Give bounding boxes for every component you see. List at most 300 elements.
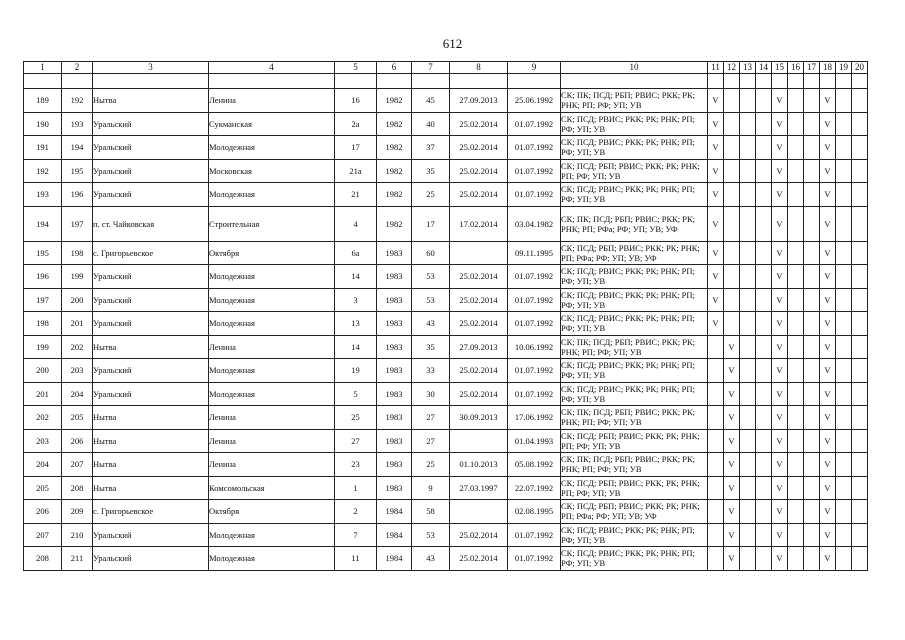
mark-cell-20 [852, 312, 868, 336]
date-2-cell: 01.07.1992 [508, 359, 561, 383]
codes-cell: СК; ПСД; РВИС; РКК; РК; РНК; РП; РФ; УП; УВ [561, 136, 708, 160]
table-row [24, 523, 868, 547]
street-cell: Молодежная [209, 547, 335, 571]
mark-cell-14 [756, 382, 772, 406]
mark-cell-20 [852, 241, 868, 265]
build-year-cell: 1983 [377, 453, 412, 477]
settlement-cell: с. Григорьевское [93, 241, 209, 265]
mark-cell-11: V [708, 112, 724, 136]
date-1-cell: 27.09.2013 [450, 335, 508, 359]
mark-cell-19 [836, 112, 852, 136]
apartments-cell: 43 [412, 547, 450, 571]
build-year-cell: 1984 [377, 547, 412, 571]
mark-cell-15: V [772, 265, 788, 289]
row-number-cell: 190 [24, 112, 62, 136]
mark-cell-20 [852, 523, 868, 547]
mark-cell-18: V [820, 476, 836, 500]
mark-cell-18: V [820, 406, 836, 430]
date-1-cell: 25.02.2014 [450, 136, 508, 160]
house-number-cell: 3 [335, 288, 377, 312]
date-1-cell: 01.10.2013 [450, 453, 508, 477]
mark-cell-19 [836, 523, 852, 547]
record-number-cell: 193 [62, 112, 93, 136]
mark-cell-11: V [708, 312, 724, 336]
column-header-16: 16 [788, 62, 804, 74]
mark-cell-14 [756, 335, 772, 359]
mark-cell-15: V [772, 406, 788, 430]
mark-cell-18: V [820, 359, 836, 383]
mark-cell-18: V [820, 136, 836, 160]
mark-cell-13 [740, 500, 756, 524]
house-number-cell: 16 [335, 89, 377, 113]
date-2-cell: 02.08.1995 [508, 500, 561, 524]
mark-cell-14 [756, 183, 772, 207]
row-number-cell: 198 [24, 312, 62, 336]
mark-cell-13 [740, 335, 756, 359]
apartments-cell: 17 [412, 206, 450, 241]
date-2-cell: 01.07.1992 [508, 547, 561, 571]
mark-cell-17 [804, 382, 820, 406]
mark-cell-20 [852, 288, 868, 312]
mark-cell-17 [804, 183, 820, 207]
mark-cell-11 [708, 453, 724, 477]
build-year-cell: 1983 [377, 265, 412, 289]
mark-cell-15: V [772, 312, 788, 336]
mark-cell-15: V [772, 206, 788, 241]
date-2-cell: 01.07.1992 [508, 382, 561, 406]
date-1-cell: 25.02.2014 [450, 312, 508, 336]
mark-cell-14 [756, 159, 772, 183]
mark-cell-16 [788, 241, 804, 265]
mark-cell-20 [852, 429, 868, 453]
date-2-cell: 01.07.1992 [508, 136, 561, 160]
column-header-18: 18 [820, 62, 836, 74]
mark-cell-16 [788, 312, 804, 336]
spacer-cell [836, 74, 852, 89]
mark-cell-11: V [708, 265, 724, 289]
build-year-cell: 1983 [377, 241, 412, 265]
codes-cell: СК; ПСД; РВИС; РКК; РК; РНК; РП; РФ; УП; УВ [561, 112, 708, 136]
row-number-cell: 207 [24, 523, 62, 547]
mark-cell-14 [756, 476, 772, 500]
mark-cell-18: V [820, 241, 836, 265]
mark-cell-15: V [772, 335, 788, 359]
row-number-cell: 206 [24, 500, 62, 524]
record-number-cell: 205 [62, 406, 93, 430]
mark-cell-12 [724, 288, 740, 312]
date-2-cell: 09.11.1995 [508, 241, 561, 265]
settlement-cell: Уральский [93, 523, 209, 547]
column-header-15: 15 [772, 62, 788, 74]
spacer-cell [450, 74, 508, 89]
mark-cell-20 [852, 265, 868, 289]
mark-cell-17 [804, 89, 820, 113]
settlement-cell: Уральский [93, 288, 209, 312]
street-cell: Московская [209, 159, 335, 183]
house-number-cell: 21а [335, 159, 377, 183]
build-year-cell: 1984 [377, 500, 412, 524]
build-year-cell: 1983 [377, 288, 412, 312]
table-row [24, 382, 868, 406]
header-row [24, 62, 868, 74]
street-cell: Молодежная [209, 136, 335, 160]
mark-cell-20 [852, 547, 868, 571]
street-cell: Молодежная [209, 265, 335, 289]
house-number-cell: 25 [335, 406, 377, 430]
mark-cell-19 [836, 359, 852, 383]
mark-cell-17 [804, 406, 820, 430]
table-row [24, 183, 868, 207]
house-number-cell: 14 [335, 335, 377, 359]
table-row [24, 288, 868, 312]
mark-cell-14 [756, 206, 772, 241]
street-cell: Молодежная [209, 288, 335, 312]
mark-cell-16 [788, 206, 804, 241]
column-header-14: 14 [756, 62, 772, 74]
apartments-cell: 35 [412, 159, 450, 183]
settlement-cell: Уральский [93, 312, 209, 336]
mark-cell-19 [836, 382, 852, 406]
table-row [24, 476, 868, 500]
mark-cell-18: V [820, 159, 836, 183]
mark-cell-15: V [772, 382, 788, 406]
mark-cell-18: V [820, 523, 836, 547]
row-number-cell: 208 [24, 547, 62, 571]
mark-cell-13 [740, 206, 756, 241]
mark-cell-19 [836, 183, 852, 207]
mark-cell-12 [724, 312, 740, 336]
mark-cell-14 [756, 523, 772, 547]
register-table [23, 61, 868, 571]
mark-cell-19 [836, 206, 852, 241]
mark-cell-16 [788, 523, 804, 547]
street-cell: Молодежная [209, 523, 335, 547]
spacer-cell [508, 74, 561, 89]
settlement-cell: Уральский [93, 112, 209, 136]
mark-cell-16 [788, 89, 804, 113]
date-2-cell: 01.07.1992 [508, 523, 561, 547]
codes-cell: СК; ПК; ПСД; РБП; РВИС; РКК; РК; РНК; РП; РФ; УП; УВ [561, 89, 708, 113]
house-number-cell: 19 [335, 359, 377, 383]
mark-cell-19 [836, 241, 852, 265]
mark-cell-11 [708, 523, 724, 547]
settlement-cell: Нытва [93, 335, 209, 359]
column-header-19: 19 [836, 62, 852, 74]
record-number-cell: 196 [62, 183, 93, 207]
street-cell: Октября [209, 241, 335, 265]
mark-cell-19 [836, 335, 852, 359]
record-number-cell: 211 [62, 547, 93, 571]
spacer-cell [740, 74, 756, 89]
codes-cell: СК; ПСД; РБП; РВИС; РКК; РК; РНК; РП; РФ; УП; УВ [561, 159, 708, 183]
date-1-cell: 25.02.2014 [450, 547, 508, 571]
mark-cell-15: V [772, 241, 788, 265]
date-1-cell [450, 241, 508, 265]
mark-cell-18: V [820, 112, 836, 136]
mark-cell-14 [756, 406, 772, 430]
mark-cell-19 [836, 136, 852, 160]
build-year-cell: 1984 [377, 523, 412, 547]
mark-cell-16 [788, 382, 804, 406]
mark-cell-12 [724, 159, 740, 183]
mark-cell-13 [740, 453, 756, 477]
house-number-cell: 2а [335, 112, 377, 136]
date-2-cell: 17.06.1992 [508, 406, 561, 430]
settlement-cell: Нытва [93, 429, 209, 453]
date-2-cell: 22.07.1992 [508, 476, 561, 500]
house-number-cell: 27 [335, 429, 377, 453]
mark-cell-17 [804, 112, 820, 136]
codes-cell: СК; ПК; ПСД; РБП; РВИС; РКК; РК; РНК; РП; РФ; УП; УВ [561, 453, 708, 477]
mark-cell-11 [708, 476, 724, 500]
date-2-cell: 01.07.1992 [508, 159, 561, 183]
mark-cell-13 [740, 523, 756, 547]
build-year-cell: 1983 [377, 382, 412, 406]
mark-cell-11 [708, 500, 724, 524]
mark-cell-11 [708, 335, 724, 359]
mark-cell-13 [740, 288, 756, 312]
mark-cell-16 [788, 429, 804, 453]
build-year-cell: 1983 [377, 476, 412, 500]
house-number-cell: 23 [335, 453, 377, 477]
settlement-cell: Нытва [93, 89, 209, 113]
date-2-cell: 05.08.1992 [508, 453, 561, 477]
date-1-cell [450, 500, 508, 524]
mark-cell-13 [740, 312, 756, 336]
mark-cell-17 [804, 136, 820, 160]
settlement-cell: Уральский [93, 359, 209, 383]
settlement-cell: Уральский [93, 382, 209, 406]
apartments-cell: 53 [412, 265, 450, 289]
mark-cell-16 [788, 136, 804, 160]
house-number-cell: 14 [335, 265, 377, 289]
date-1-cell: 25.02.2014 [450, 265, 508, 289]
record-number-cell: 208 [62, 476, 93, 500]
codes-cell: СК; ПСД; РВИС; РКК; РК; РНК; РП; РФ; УП; УВ [561, 183, 708, 207]
column-header-8: 8 [450, 62, 508, 74]
mark-cell-12: V [724, 453, 740, 477]
settlement-cell: с. Григорьевское [93, 500, 209, 524]
house-number-cell: 5 [335, 382, 377, 406]
row-number-cell: 197 [24, 288, 62, 312]
spacer-row [24, 74, 868, 89]
mark-cell-14 [756, 265, 772, 289]
mark-cell-14 [756, 429, 772, 453]
mark-cell-11: V [708, 206, 724, 241]
house-number-cell: 17 [335, 136, 377, 160]
mark-cell-15: V [772, 136, 788, 160]
mark-cell-12 [724, 241, 740, 265]
apartments-cell: 25 [412, 453, 450, 477]
mark-cell-20 [852, 382, 868, 406]
spacer-cell [335, 74, 377, 89]
mark-cell-18: V [820, 89, 836, 113]
mark-cell-17 [804, 159, 820, 183]
street-cell: Молодежная [209, 382, 335, 406]
codes-cell: СК; ПСД; РВИС; РКК; РК; РНК; РП; РФ; УП; УВ [561, 547, 708, 571]
date-2-cell: 25.06.1992 [508, 89, 561, 113]
mark-cell-12 [724, 112, 740, 136]
mark-cell-12: V [724, 547, 740, 571]
mark-cell-13 [740, 429, 756, 453]
mark-cell-12 [724, 265, 740, 289]
spacer-cell [24, 74, 62, 89]
mark-cell-19 [836, 476, 852, 500]
mark-cell-19 [836, 547, 852, 571]
mark-cell-14 [756, 312, 772, 336]
build-year-cell: 1982 [377, 112, 412, 136]
mark-cell-16 [788, 359, 804, 383]
apartments-cell: 37 [412, 136, 450, 160]
date-1-cell: 25.02.2014 [450, 159, 508, 183]
column-header-12: 12 [724, 62, 740, 74]
street-cell: Сукманская [209, 112, 335, 136]
build-year-cell: 1983 [377, 335, 412, 359]
mark-cell-19 [836, 159, 852, 183]
mark-cell-11: V [708, 241, 724, 265]
apartments-cell: 45 [412, 89, 450, 113]
mark-cell-13 [740, 359, 756, 383]
date-1-cell: 25.02.2014 [450, 359, 508, 383]
record-number-cell: 200 [62, 288, 93, 312]
mark-cell-15: V [772, 159, 788, 183]
mark-cell-13 [740, 406, 756, 430]
mark-cell-14 [756, 500, 772, 524]
mark-cell-11 [708, 406, 724, 430]
mark-cell-12: V [724, 500, 740, 524]
mark-cell-14 [756, 547, 772, 571]
mark-cell-12: V [724, 476, 740, 500]
mark-cell-17 [804, 453, 820, 477]
mark-cell-16 [788, 183, 804, 207]
row-number-cell: 199 [24, 335, 62, 359]
house-number-cell: 13 [335, 312, 377, 336]
column-header-3: 3 [93, 62, 209, 74]
record-number-cell: 197 [62, 206, 93, 241]
build-year-cell: 1983 [377, 312, 412, 336]
mark-cell-13 [740, 476, 756, 500]
mark-cell-18: V [820, 312, 836, 336]
mark-cell-13 [740, 547, 756, 571]
mark-cell-13 [740, 382, 756, 406]
column-header-20: 20 [852, 62, 868, 74]
house-number-cell: 1 [335, 476, 377, 500]
codes-cell: СК; ПСД; РВИС; РКК; РК; РНК; РП; РФ; УП; УВ [561, 265, 708, 289]
mark-cell-16 [788, 500, 804, 524]
settlement-cell: Нытва [93, 406, 209, 430]
column-header-2: 2 [62, 62, 93, 74]
mark-cell-13 [740, 112, 756, 136]
mark-cell-12 [724, 136, 740, 160]
codes-cell: СК; ПСД; РБП; РВИС; РКК; РК; РНК; РП; РФ; УП; УВ [561, 429, 708, 453]
date-2-cell: 01.07.1992 [508, 112, 561, 136]
apartments-cell: 27 [412, 429, 450, 453]
mark-cell-14 [756, 89, 772, 113]
mark-cell-13 [740, 136, 756, 160]
mark-cell-17 [804, 335, 820, 359]
spacer-cell [377, 74, 412, 89]
mark-cell-11 [708, 429, 724, 453]
codes-cell: СК; ПСД; РБП; РВИС; РКК; РК; РНК; РП; РФ; УП; УВ [561, 476, 708, 500]
mark-cell-14 [756, 241, 772, 265]
spacer-cell [412, 74, 450, 89]
mark-cell-12: V [724, 382, 740, 406]
record-number-cell: 204 [62, 382, 93, 406]
table-row [24, 335, 868, 359]
table-row [24, 159, 868, 183]
build-year-cell: 1983 [377, 429, 412, 453]
column-header-17: 17 [804, 62, 820, 74]
page-number: 612 [442, 36, 463, 51]
mark-cell-11 [708, 547, 724, 571]
apartments-cell: 35 [412, 335, 450, 359]
apartments-cell: 25 [412, 183, 450, 207]
codes-cell: СК; ПСД; РВИС; РКК; РК; РНК; РП; РФ; УП; УВ [561, 523, 708, 547]
mark-cell-12 [724, 206, 740, 241]
apartments-cell: 43 [412, 312, 450, 336]
record-number-cell: 199 [62, 265, 93, 289]
mark-cell-19 [836, 429, 852, 453]
street-cell: Комсомольская [209, 476, 335, 500]
street-cell: Молодежная [209, 183, 335, 207]
date-1-cell: 25.02.2014 [450, 523, 508, 547]
mark-cell-19 [836, 500, 852, 524]
street-cell: Строительная [209, 206, 335, 241]
row-number-cell: 192 [24, 159, 62, 183]
record-number-cell: 198 [62, 241, 93, 265]
record-number-cell: 209 [62, 500, 93, 524]
row-number-cell: 202 [24, 406, 62, 430]
mark-cell-16 [788, 335, 804, 359]
mark-cell-13 [740, 159, 756, 183]
column-header-7: 7 [412, 62, 450, 74]
record-number-cell: 195 [62, 159, 93, 183]
apartments-cell: 30 [412, 382, 450, 406]
codes-cell: СК; ПК; ПСД; РБП; РВИС; РКК; РК; РНК; РП; РФа; РФ; УП; УВ; УФ [561, 206, 708, 241]
mark-cell-11: V [708, 136, 724, 160]
table-row [24, 312, 868, 336]
row-number-cell: 205 [24, 476, 62, 500]
record-number-cell: 201 [62, 312, 93, 336]
build-year-cell: 1982 [377, 159, 412, 183]
codes-cell: СК; ПК; ПСД; РБП; РВИС; РКК; РК; РНК; РП; РФ; УП; УВ [561, 406, 708, 430]
mark-cell-15: V [772, 183, 788, 207]
mark-cell-18: V [820, 288, 836, 312]
mark-cell-20 [852, 206, 868, 241]
mark-cell-17 [804, 500, 820, 524]
mark-cell-16 [788, 547, 804, 571]
row-number-cell: 203 [24, 429, 62, 453]
row-number-cell: 191 [24, 136, 62, 160]
mark-cell-17 [804, 359, 820, 383]
spacer-cell [772, 74, 788, 89]
spacer-cell [820, 74, 836, 89]
codes-cell: СК; ПСД; РБП; РВИС; РКК; РК; РНК; РП; РФа; РФ; УП; УВ; УФ [561, 241, 708, 265]
settlement-cell: Нытва [93, 476, 209, 500]
apartments-cell: 60 [412, 241, 450, 265]
mark-cell-12: V [724, 406, 740, 430]
mark-cell-18: V [820, 183, 836, 207]
spacer-cell [756, 74, 772, 89]
settlement-cell: Нытва [93, 453, 209, 477]
mark-cell-18: V [820, 335, 836, 359]
row-number-cell: 196 [24, 265, 62, 289]
spacer-cell [708, 74, 724, 89]
mark-cell-11: V [708, 288, 724, 312]
date-2-cell: 01.07.1992 [508, 288, 561, 312]
mark-cell-14 [756, 288, 772, 312]
mark-cell-11: V [708, 159, 724, 183]
